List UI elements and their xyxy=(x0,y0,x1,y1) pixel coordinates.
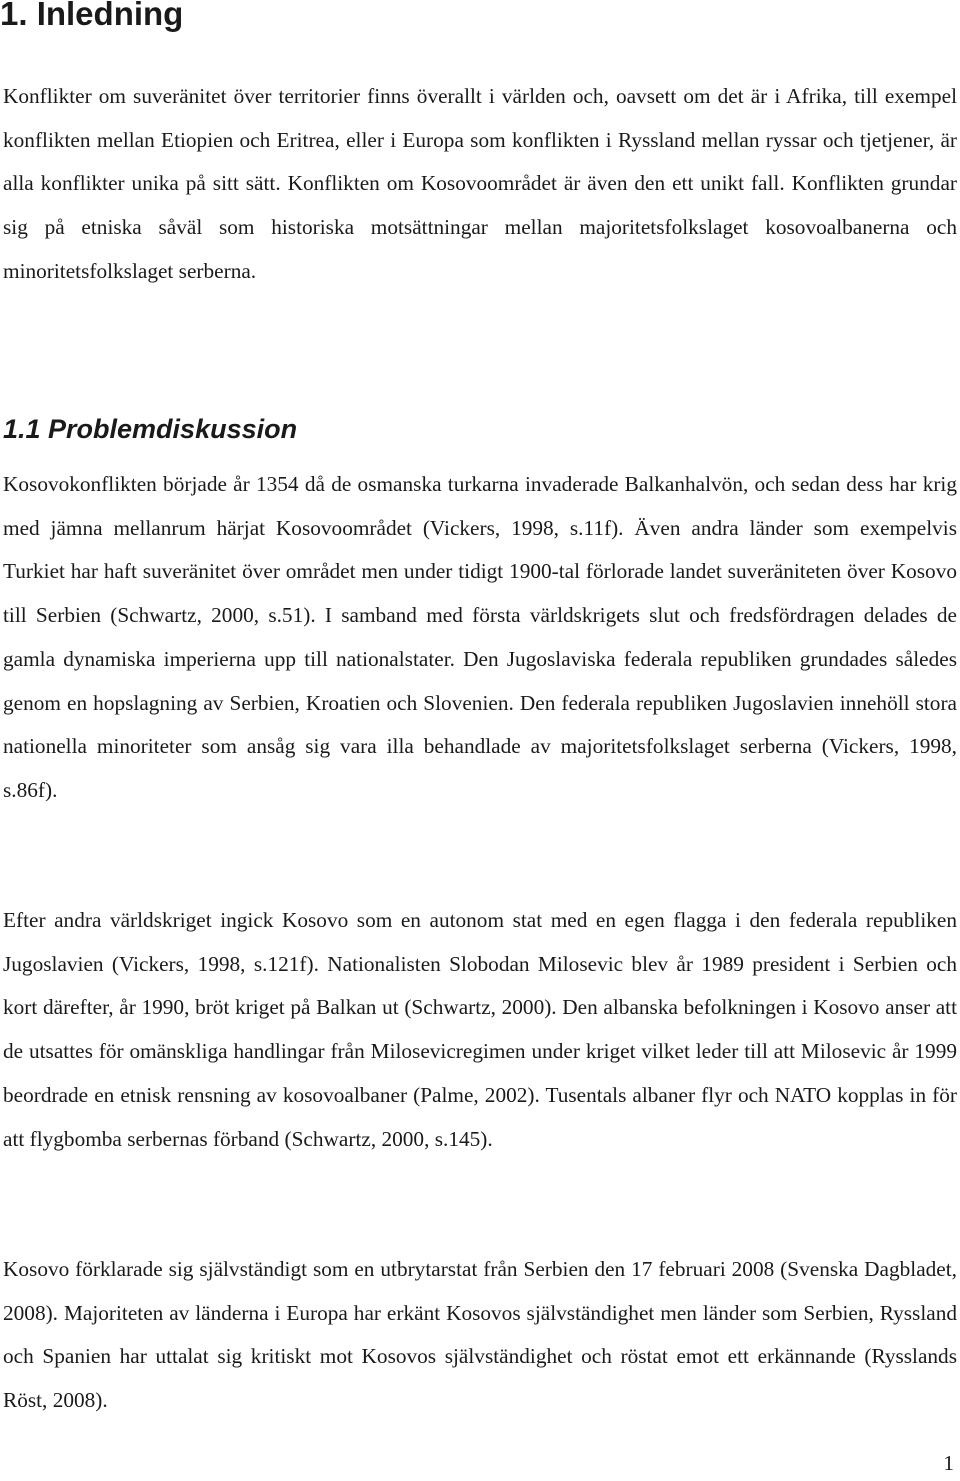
chapter-heading: 1. Inledning xyxy=(0,0,184,32)
body-paragraph: Kosovokonflikten började år 1354 då de osmanska turkarna invaderade Balkanhalvön, och sedan dess har krig med jämna mellanrum härjat Kosovoområdet (Vickers, 1998, s.11f). Även andra länder som exempelvis Turkiet har haft suveränitet över området men under tidigt 1900-tal förlorade landet suveräniteten över Kosovo till Serbien (Schwartz, 2000, s.51). I samband med första världskrigets slut och fredsfördragen delades de gamla dynamiska imperierna upp till nationalstater. Den Jugoslaviska federala republiken grundades således genom en hopslagning av Serbien, Kroatien och Slovenien. Den federala republiken Jugoslavien innehöll stora nationella minoriteter som ansåg sig vara illa behandlade av majoritetsfolkslaget serberna (Vickers, 1998, s.86f). xyxy=(3,472,957,802)
section-heading: 1.1 Problemdiskussion xyxy=(3,414,298,444)
body-paragraph: Kosovo förklarade sig självständigt som en utbrytarstat från Serbien den 17 februari 2008 (Svenska Dagbladet, 2008). Majoriteten av länderna i Europa har erkänt Kosovos självständighet men länder som Serbien, Ryssland och Spanien har uttalat sig kritiskt mot Kosovos självständighet och röstat emot ett erkännande (Rysslands Röst, 2008). xyxy=(3,1257,957,1413)
page-number: 1 xyxy=(943,1451,954,1475)
body-paragraph: Efter andra världskriget ingick Kosovo som en autonom stat med en egen flagga i den federala republiken Jugoslavien (Vickers, 1998, s.121f). Nationalisten Slobodan Milosevic blev år 1989 president i Serbien och kort därefter, år 1990, bröt kriget på Balkan ut (Schwartz, 2000). Den albanska befolkningen i Kosovo anser att de utsattes för omänskliga handlingar från Milosevicregimen under kriget vilket leder till att Milosevic år 1999 beordrade en etnisk rensning av kosovoalbaner (Palme, 2002). Tusentals albaner flyr och NATO kopplas in för att flygbomba serbernas förband (Schwartz, 2000, s.145). xyxy=(3,908,957,1151)
intro-paragraph: Konflikter om suveränitet över territorier finns överallt i världen och, oavsett om det är i Afrika, till exempel konflikten mellan Etiopien och Eritrea, eller i Europa som konflikten i Ryssland mellan ryssar och tjetjener, är alla konflikter unika på sitt sätt. Konflikten om Kosovoområdet är även den ett unikt fall. Konflikten grundar sig på etniska såväl som historiska motsättningar mellan majoritetsfolkslaget kosovoalbanerna och minoritetsfolkslaget serberna. xyxy=(3,84,957,283)
